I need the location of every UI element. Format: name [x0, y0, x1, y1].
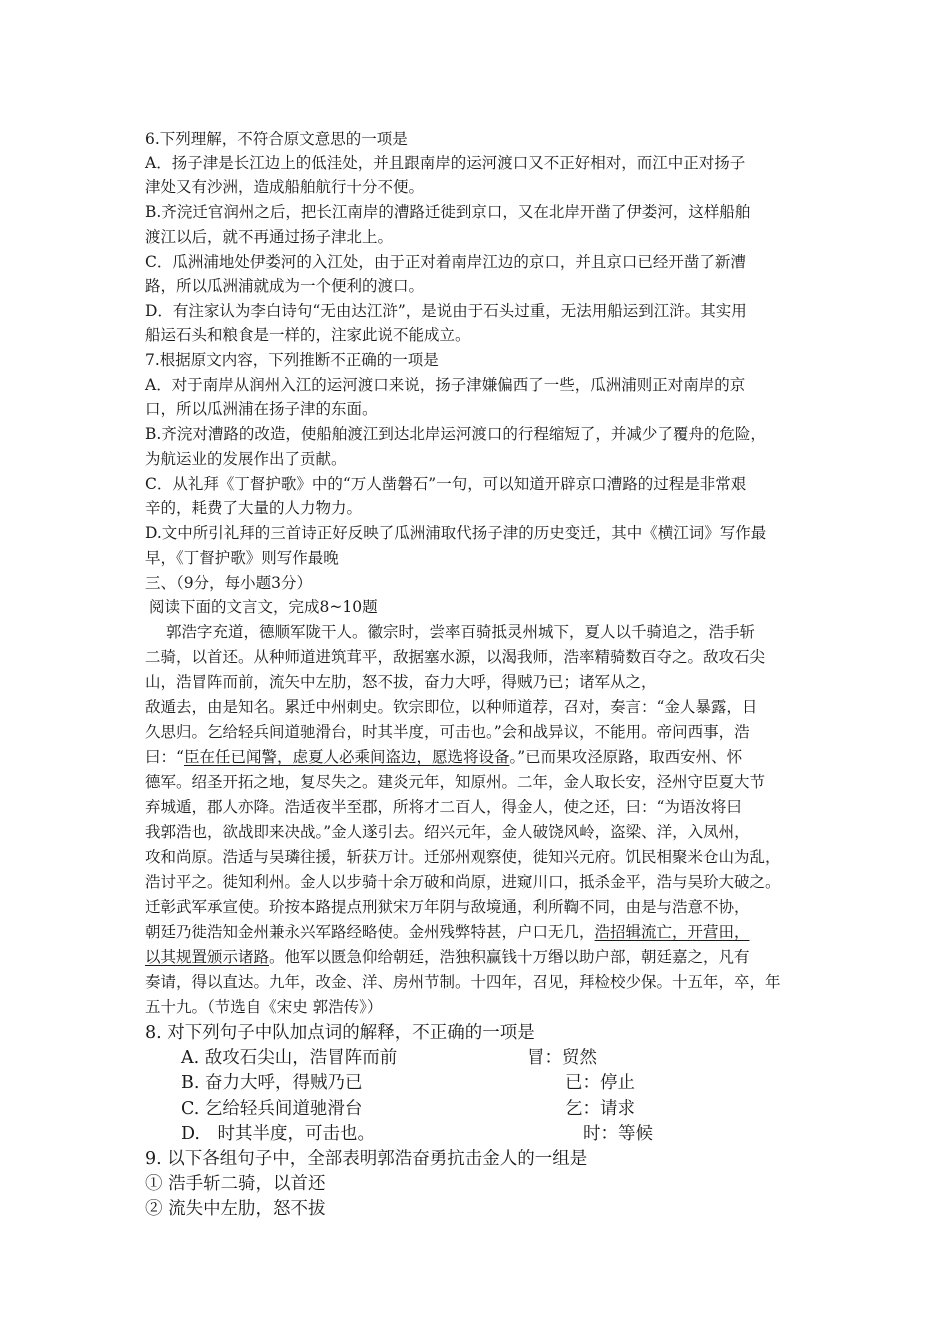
q6-option-a-line1: A．扬子津是长江边上的低洼处，并且跟南岸的运河渡口又不正好相对，而江中正对扬子 — [145, 154, 746, 172]
q7-option-c-line1: C．从礼拜《丁督护歌》中的“万人凿磐石”一句，可以知道开辟京口漕路的过程是非常艰 — [145, 475, 747, 493]
passage-line-7: 德军。绍圣开拓之地，复尽失之。建炎元年，知原州。二年，金人取长安，泾州守臣夏大节 — [145, 773, 766, 791]
q7-option-c-line2: 辛的，耗费了大量的人力物力。 — [145, 499, 363, 517]
passage-line-14 — [145, 944, 810, 970]
q7-option-d-line2: 早，《丁督护歌》则写作最晚 — [145, 549, 339, 567]
q7-option-d-line1: D.文中所引礼拜的三首诗正好反映了瓜洲浦取代扬子津的历史变迁，其中《横江词》写作最 — [145, 524, 767, 542]
q9-item-1: ① 浩手斩二骑，以首还 — [145, 1174, 326, 1194]
q6-option-b-line2: 渡江以后，就不再通过扬子津北上。 — [145, 228, 394, 246]
passage-line-9: 我郭浩也，欲战即来决战。”金人遂引去。绍兴元年，金人破饶风岭，盗梁、洋，入凤州， — [145, 823, 750, 841]
q7-stem: 7.根据原文内容，下列推断不正确的一项是 — [145, 351, 439, 369]
passage-line-4: 敌遁去，由是知名。累迁中州刺史。钦宗即位，以种师道荐，召对，奏言：“金人暴露，日 — [145, 698, 758, 716]
passage-line-2: 二骑，以首还。从种师道进筑茸平，敌据塞水源，以渴我师，浩率精骑数百夺之。敌攻石尖 — [145, 648, 766, 666]
passage-line-10: 攻和尚原。浩适与吴璘往援，斩获万计。迁邠州观察使，徙知兴元府。饥民相聚米仓山为乱， — [145, 848, 781, 866]
passage-line-14-end: 。他军以匮急仰给朝廷，浩独积赢钱十万缗以助户部，朝廷嘉之，凡有 — [269, 948, 750, 966]
underlined-sentence-2b: 以其规置颁示诸路 — [145, 948, 270, 966]
q7-option-a-line2: 口，所以瓜洲浦在扬子津的东面。 — [145, 400, 378, 418]
q6-option-a-line2: 津处又有沙洲，造成船舶航行十分不便。 — [145, 178, 425, 196]
passage-line-5: 久思归。乞给轻兵间道驰滑台，时其半度，可击也。”会和战异议，不能用。帝问西事，浩 — [145, 723, 750, 741]
q6-option-b-line1: B.齐浣迁官润州之后，把长江南岸的漕路迁徙到京口，又在北岸开凿了伊娄河，这样船舶 — [145, 203, 751, 221]
passage-line-8: 弃城遁，郡人亦降。浩适夜半至郡，所将才二百人，得金人，使之还，曰：“为语汝将曰 — [145, 798, 742, 816]
q6-stem: 6.下列理解，不符合原文意思的一项是 — [145, 130, 408, 148]
q7-option-a-line1: A．对于南岸从润州入江的运河渡口来说，扬子津嫌偏西了一些，瓜洲浦则正对南岸的京 — [145, 376, 746, 394]
q8-option-b-gloss: 已：停止 — [565, 1073, 635, 1093]
passage-line-15: 奏请，得以直达。九年，改金、洋、房州节制。十四年，召见，拜检校少保。十五年，卒，年 — [145, 973, 781, 991]
passage-line-13 — [145, 919, 810, 945]
q8-option-d: D. 时其半度，可击也。 — [181, 1124, 375, 1144]
q7-option-b-line1: B.齐浣对漕路的改造，使船舶渡江到达北岸运河渡口的行程缩短了，并减少了覆舟的危险， — [145, 425, 766, 443]
q8-option-a: A. 敌攻石尖山，浩冒阵而前 — [181, 1048, 398, 1068]
q6-option-c-line2: 路，所以瓜洲浦就成为一个便利的渡口。 — [145, 277, 425, 295]
passage-line-12: 迁彰武军承宣使。玠按本路提点刑狱宋万年阴与敌境通，利所鞫不同，由是与浩意不协， — [145, 898, 750, 916]
underlined-sentence-1: 臣在任已闻警，虑夏人必乘间盗边，愿选将设备 — [183, 748, 510, 766]
section3-title: 三、（9分，每小题3分） — [145, 574, 312, 592]
q8-option-c-gloss: 乞：请求 — [565, 1099, 635, 1119]
q8-option-b: B. 奋力大呼，得贼乃已 — [181, 1073, 363, 1093]
passage-line-11: 浩讨平之。徙知利州。金人以步骑十余万破和尚原，进窥川口，抵杀金平，浩与吴玠大破之。 — [145, 873, 781, 891]
q8-option-c: C. 乞给轻兵间道驰滑台 — [181, 1099, 363, 1119]
passage-line-16: 五十九。（节选自《宋史 郭浩传》） — [145, 998, 383, 1016]
q6-option-c-line1: C．瓜洲浦地处伊娄河的入江处，由于正对着南岸江边的京口，并且京口已经开凿了新漕 — [145, 253, 746, 271]
q9-stem: 9. 以下各组句子中，全部表明郭浩奋勇抗击金人的一组是 — [145, 1149, 588, 1169]
passage-line-13-start: 朝廷乃徙浩知金州兼永兴军路经略使。金州残弊特甚，户口无几， — [145, 923, 595, 941]
q9-item-2: ② 流失中左肋，怒不拔 — [145, 1199, 326, 1219]
q8-option-d-gloss: 时：等候 — [583, 1124, 653, 1144]
q6-option-d-line1: D．有注家认为李白诗句“无由达江浒”，是说由于石头过重，无法用船运到江浒。其实用 — [145, 302, 747, 320]
passage-line-6-end: 。”已而果攻泾原路，取西安州、怀 — [509, 748, 743, 766]
passage-line-6 — [145, 744, 810, 770]
passage-line-3: 山，浩冒阵而前，流矢中左肋，怒不拔，奋力大呼，得贼乃已；诸军从之， — [145, 673, 657, 691]
q7-option-b-line2: 为航运业的发展作出了贡献。 — [145, 450, 347, 468]
q6-option-d-line2: 船运石头和粮食是一样的，注家此说不能成立。 — [145, 326, 471, 344]
passage-line-1: 郭浩字充道，德顺军陇干人。徽宗时，尝率百骑抵灵州城下，夏人以千骑追之，浩手斩 — [166, 623, 756, 641]
passage-line-6-start: 曰：“ — [145, 748, 184, 766]
q8-option-a-gloss: 冒：贸然 — [527, 1048, 597, 1068]
q8-stem: 8. 对下列句子中队加点词的解释，不正确的一项是 — [145, 1023, 535, 1043]
section3-instruction: 阅读下面的文言文，完成8~10题 — [149, 598, 378, 616]
underlined-sentence-2a: 浩招辑流亡，开营田， — [594, 923, 750, 941]
